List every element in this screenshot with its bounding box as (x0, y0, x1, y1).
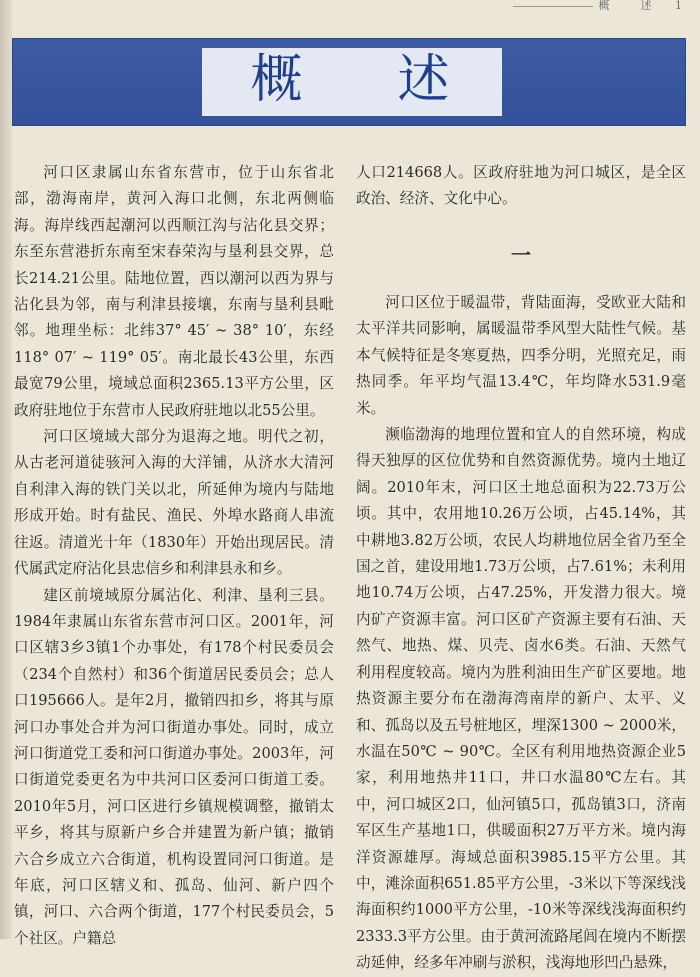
paragraph: 河口区位于暖温带，背陆面海，受欧亚大陆和太平洋共同影响，属暖温带季风型大陆性气候。基本气候特征是冬寒夏热，四季分明，光照充足，雨热同季。年平均气温13.4℃，年均降水531.9毫米。 (356, 294, 686, 417)
running-title: 概 述 (598, 0, 662, 12)
left-column (14, 160, 334, 952)
page-title: 概述 (250, 50, 545, 110)
paragraph: 河口区隶属山东省东营市，位于山东省北部，渤海南岸，黄河入海口北侧，东北两侧临海。海岸线西起潮河以西顺江沟与沾化县交界；东至东营港折东南至宋春荣沟与垦利县交界，总长214.21公里。陆地位置，西以潮河以西为界与沾化县为邻，南与利津县接壤，东南与垦利县毗邻。地理坐标：北纬37° 45′ ~ 38° 10′，东经118° 07′ ~ 119° 05′。南北最长43公里，东西最宽79公里，境域总面积2365.13平方公里，区政府驻地位于东营市人民政府驻地以北55公里。 (14, 164, 334, 419)
right-column (356, 160, 686, 213)
paragraph: 建区前境域原分属沾化、利津、垦利三县。1984年隶属山东省东营市河口区。2001年，河口区辖3乡3镇1个办事处，有178个村民委员会（234个自然村）和36个街道居民委员会；总人口195666人。是年2月，撤销四扣乡，将其与原河口办事处合并为河口街道办事处。同时，成立河口街道党工委和河口街道办事处。2003年，河口街道党委更名为中共河口区委河口街道工委。2010年5月，河口区进行乡镇规模调整，撤销太平乡，将其与原新户乡合并建置为新户镇；撤销六合乡成立六合街道，机构设置同河口街道。是年底，河口区辖义和、孤岛、仙河、新户四个镇，河口、六合两个街道，177个村民委员会，5个社区。户籍总 (14, 586, 334, 947)
column-divider (344, 140, 345, 930)
paragraph-continuation: 人口214668人。区政府驻地为河口城区，是全区政治、经济、文化中心。 (356, 164, 686, 208)
right-column-body (356, 290, 686, 977)
section-number: 一 (511, 243, 531, 267)
paragraph: 濒临渤海的地理位置和宜人的自然环境，构成得天独厚的区位优势和自然资源优势。境内土地辽阔。2010年末，河口区土地总面积为22.73万公顷。其中，农用地10.26万公顷，占45.14%，其中耕地3.82万公顷，农民人均耕地位居全省乃至全国之首，建设用地1.73万公顷，占7.61%；未利用地10.74万公顷，占47.25%，开发潜力很大。境内矿产资源丰富。河口区矿产资源主要有石油、天然气、地热、煤、贝壳、卤水6类。石油、天然气利用程度较高。境内为胜利油田生产矿区要地。地热资源主要分布在渤海湾南岸的新户、太平、义和、孤岛以及五号桩地区，埋深1300 ~ 2000米，水温在50℃ ~ 90℃。全区有利用地热资源企业5家，利用地热井11口，井口水温80℃左右。其中，河口城区2口，仙河镇5口，孤岛镇3口，济南军区生产基地1口，供暖面积27万平方米。境内海洋资源雄厚。海域总面积3985.15平方公里。其中，滩涂面积651.85平方公里，-3米以下等深线浅海面积约1000平方公里，-10米等深线浅海面积约2333.3平方公里。由于黄河流路尾闾在境内不断摆动延伸，经多年冲刷与淤积，浅海地形凹凸悬殊， (356, 426, 686, 972)
running-header (513, 0, 693, 14)
paragraph: 河口区境域大部分为退海之地。明代之初，从古老河道徒骇河入海的大洋铺，从济水大清河自利津入海的铁门关以北，所延伸为境内与陆地形成开始。时有盐民、渔民、外埠水路商人串流往返。清道光十年（1830年）开始出现居民。清代属武定府沾化县忠信乡和利津县永和乡。 (14, 428, 334, 578)
header-rule (513, 6, 593, 7)
page-number: 1 (675, 0, 692, 12)
page-binding-edge (0, 0, 12, 939)
